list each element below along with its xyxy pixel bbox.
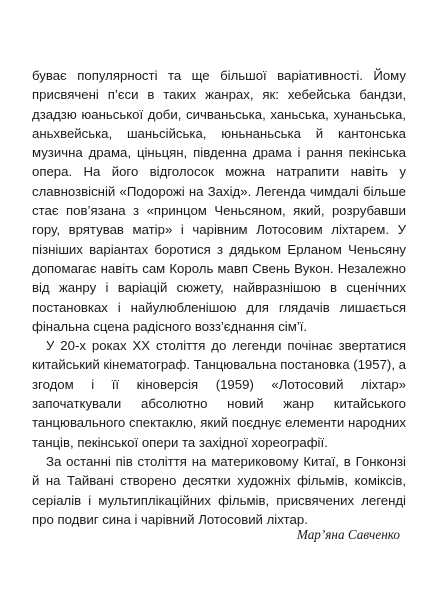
paragraph-modern-adaptations: За останні пів століття на материковому Китаї, в Гонконзі й на Тайвані створено десятки художніх фільмів, коміксів, серіалів і мультиплікаційних фільмів, присвячених легенді про подвиг сина і чарівний Лотосовий ліхтар. — [32, 453, 406, 527]
book-page-text — [32, 66, 406, 529]
paragraph-legend-variations: буває популярності та ще більшої варіативності. Йому присвячені п’єси в таких жанрах, як: хебейська бандзи, дзадзю юаньської доби, сичваньська, ханьська, хунаньська, аньхвейська, шаньсійська, юньнаньська й кантонська музична драма, ціньцян, південна драма і рання пекінська опера. На його відголосок можна натрапити навіть у славнозвісній «Подорожі на Захід». Легенда чимдалі більше стає пов’язана з «принцом Ченьсяном, який, розрубавши гору, врятував матір» і чарівним Лотосовим ліхтарем. У пізніших варіантах боротися з дядьком Ерланом Ченьсяну допомагає навіть сам Король мавп Свень Вукон. Незалежно від жанру і варіацій сюжету, найвразнішою в сценічних постановках і найулюбленішою для глядачів лишається фінальна сцена радісного возз’єднання сім’ї. — [32, 68, 406, 334]
paragraph-cinema: У 20-х роках ХХ століття до легенди почінає звертатися китайський кінематограф. Танцювальна постановка (1957), а згодом і її кіноверсія (1959) «Лотосовий ліхтар» започаткували абсолютно новий жанр китайського танцювального спектаклю, який поєднує елементи народних танців, пекінської опери та західної хореографії. — [32, 338, 406, 450]
author-signature: Мар’яна Савченко — [296, 527, 400, 542]
